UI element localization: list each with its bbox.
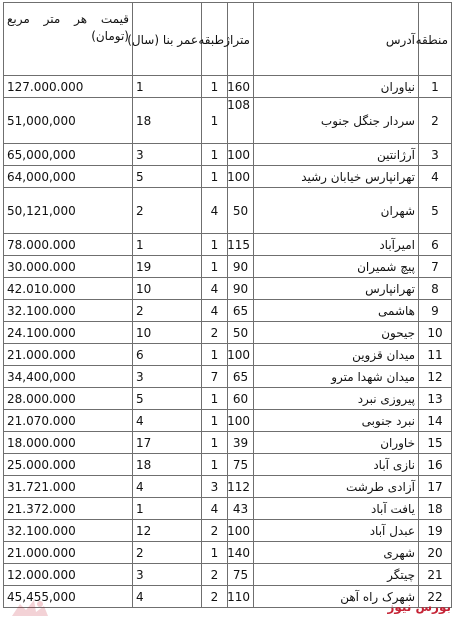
cell-floor: 2: [202, 322, 228, 344]
cell-area: 90: [228, 256, 254, 278]
cell-area: 43: [228, 498, 254, 520]
table-row: [4, 366, 452, 388]
cell-address: نیاوران: [254, 76, 419, 98]
cell-address: میدان شهدا مترو: [254, 366, 419, 388]
table-row: [4, 300, 452, 322]
cell-area: 112: [228, 476, 254, 498]
cell-floor: 4: [202, 278, 228, 300]
cell-age: 2: [133, 300, 202, 322]
cell-age: 3: [133, 144, 202, 166]
cell-floor: 1: [202, 410, 228, 432]
table-row: [4, 586, 452, 608]
table-row: [4, 344, 452, 366]
cell-floor: 1: [202, 98, 228, 144]
cell-age: 5: [133, 388, 202, 410]
table-row: [4, 98, 452, 144]
cell-address: نبرد جنوبی: [254, 410, 419, 432]
cell-age: 19: [133, 256, 202, 278]
cell-age: 18: [133, 454, 202, 476]
table-row: [4, 476, 452, 498]
cell-region: 11: [419, 344, 452, 366]
cell-age: 1: [133, 76, 202, 98]
cell-price: 21.070.000: [4, 410, 133, 432]
cell-age: 4: [133, 586, 202, 608]
cell-area: 65: [228, 366, 254, 388]
cell-price: 127.000.000: [4, 76, 133, 98]
cell-floor: 1: [202, 454, 228, 476]
header-price-line2: (تومان): [91, 29, 129, 43]
cell-address: جیحون: [254, 322, 419, 344]
cell-age: 5: [133, 166, 202, 188]
header-age: عمر بنا (سال): [133, 3, 202, 76]
cell-floor: 3: [202, 476, 228, 498]
cell-address: سردار جنگل جنوب: [254, 98, 419, 144]
cell-region: 14: [419, 410, 452, 432]
header-region: منطقه: [419, 3, 452, 76]
cell-price: 24.100.000: [4, 322, 133, 344]
cell-age: 17: [133, 432, 202, 454]
cell-region: 1: [419, 76, 452, 98]
table-row: [4, 76, 452, 98]
table-row: [4, 256, 452, 278]
cell-floor: 1: [202, 388, 228, 410]
table-row: [4, 454, 452, 476]
cell-price: 64,000,000: [4, 166, 133, 188]
table-row: [4, 410, 452, 432]
cell-area: 100: [228, 344, 254, 366]
header-price: [4, 3, 133, 76]
cell-area: 100: [228, 144, 254, 166]
cell-address: پیروزی نبرد: [254, 388, 419, 410]
cell-age: 12: [133, 520, 202, 542]
cell-price: 21.000.000: [4, 542, 133, 564]
cell-price: 25.000.000: [4, 454, 133, 476]
cell-area: 90: [228, 278, 254, 300]
table-row: [4, 144, 452, 166]
cell-region: 21: [419, 564, 452, 586]
table-row: [4, 234, 452, 256]
table-row: [4, 564, 452, 586]
cell-region: 9: [419, 300, 452, 322]
cell-area: 110: [228, 586, 254, 608]
cell-area: 75: [228, 454, 254, 476]
cell-age: 4: [133, 410, 202, 432]
cell-area: 50: [228, 322, 254, 344]
table-row: [4, 322, 452, 344]
cell-price: 31.721.000: [4, 476, 133, 498]
cell-age: 2: [133, 542, 202, 564]
cell-area: 100: [228, 166, 254, 188]
cell-area: 115: [228, 234, 254, 256]
cell-region: 2: [419, 98, 452, 144]
cell-price: 78.000.000: [4, 234, 133, 256]
cell-region: 22: [419, 586, 452, 608]
cell-floor: 1: [202, 344, 228, 366]
header-floor: طبقه: [202, 3, 228, 76]
cell-floor: 1: [202, 144, 228, 166]
cell-area: 75: [228, 564, 254, 586]
price-table: [3, 2, 452, 608]
cell-region: 3: [419, 144, 452, 166]
cell-floor: 4: [202, 188, 228, 234]
cell-price: 42.010.000: [4, 278, 133, 300]
cell-region: 15: [419, 432, 452, 454]
table-body: [4, 76, 452, 608]
cell-floor: 1: [202, 432, 228, 454]
cell-price: 65,000,000: [4, 144, 133, 166]
cell-region: 12: [419, 366, 452, 388]
cell-address: پیچ شمیران: [254, 256, 419, 278]
cell-address: آرژانتین: [254, 144, 419, 166]
table-header-row: [4, 3, 452, 76]
cell-address: امیرآباد: [254, 234, 419, 256]
header-address: آدرس: [254, 3, 419, 76]
cell-region: 7: [419, 256, 452, 278]
table-row: [4, 166, 452, 188]
cell-address: آزادی طرشت: [254, 476, 419, 498]
cell-floor: 1: [202, 166, 228, 188]
cell-address: هاشمی: [254, 300, 419, 322]
cell-region: 10: [419, 322, 452, 344]
cell-address: چیتگر: [254, 564, 419, 586]
header-price-line1: قیمت هر متر مربع: [7, 12, 129, 26]
cell-region: 5: [419, 188, 452, 234]
cell-address: یافت آباد: [254, 498, 419, 520]
cell-age: 10: [133, 278, 202, 300]
watermark-text: بورس نیوز: [387, 600, 451, 614]
cell-region: 4: [419, 166, 452, 188]
cell-address: شهران: [254, 188, 419, 234]
cell-age: 10: [133, 322, 202, 344]
cell-age: 6: [133, 344, 202, 366]
cell-price: 30.000.000: [4, 256, 133, 278]
cell-region: 17: [419, 476, 452, 498]
cell-region: 6: [419, 234, 452, 256]
table-row: [4, 520, 452, 542]
cell-price: 21.000.000: [4, 344, 133, 366]
cell-floor: 1: [202, 234, 228, 256]
cell-age: 3: [133, 366, 202, 388]
cell-address: نازی آباد: [254, 454, 419, 476]
cell-region: 8: [419, 278, 452, 300]
cell-region: 18: [419, 498, 452, 520]
cell-floor: 2: [202, 586, 228, 608]
cell-price: 28.000.000: [4, 388, 133, 410]
cell-floor: 1: [202, 76, 228, 98]
cell-age: 4: [133, 476, 202, 498]
cell-area: 65: [228, 300, 254, 322]
cell-floor: 1: [202, 542, 228, 564]
cell-area: 140: [228, 542, 254, 564]
cell-age: 1: [133, 498, 202, 520]
cell-price: 12.000.000: [4, 564, 133, 586]
cell-price: 45,455,000: [4, 586, 133, 608]
cell-price: 50,121,000: [4, 188, 133, 234]
cell-area: 100: [228, 410, 254, 432]
cell-address: خاوران: [254, 432, 419, 454]
table-row: [4, 498, 452, 520]
cell-region: 16: [419, 454, 452, 476]
cell-price: 18.000.000: [4, 432, 133, 454]
cell-floor: 2: [202, 564, 228, 586]
table-row: [4, 388, 452, 410]
cell-price: 34,400,000: [4, 366, 133, 388]
cell-region: 13: [419, 388, 452, 410]
cell-address: تهرانپارس خیابان رشید: [254, 166, 419, 188]
cell-area: 108: [228, 98, 254, 144]
cell-region: 19: [419, 520, 452, 542]
cell-address: شهرک راه آهن: [254, 586, 419, 608]
cell-age: 18: [133, 98, 202, 144]
cell-address: شهری: [254, 542, 419, 564]
table-row: [4, 188, 452, 234]
header-area: متراژ: [228, 3, 254, 76]
cell-area: 50: [228, 188, 254, 234]
cell-address: عبدل آباد: [254, 520, 419, 542]
cell-price: 32.100.000: [4, 520, 133, 542]
cell-area: 100: [228, 520, 254, 542]
cell-floor: 2: [202, 520, 228, 542]
cell-age: 2: [133, 188, 202, 234]
cell-age: 3: [133, 564, 202, 586]
cell-floor: 4: [202, 300, 228, 322]
cell-floor: 7: [202, 366, 228, 388]
table-row: [4, 432, 452, 454]
table-row: [4, 278, 452, 300]
table-row: [4, 542, 452, 564]
cell-price: 21.372.000: [4, 498, 133, 520]
cell-floor: 1: [202, 256, 228, 278]
cell-area: 39: [228, 432, 254, 454]
cell-region: 20: [419, 542, 452, 564]
cell-floor: 4: [202, 498, 228, 520]
cell-address: تهرانپارس: [254, 278, 419, 300]
cell-area: 160: [228, 76, 254, 98]
price-table-container: [3, 2, 452, 608]
cell-price: 32.100.000: [4, 300, 133, 322]
cell-area: 60: [228, 388, 254, 410]
cell-age: 1: [133, 234, 202, 256]
cell-price: 51,000,000: [4, 98, 133, 144]
cell-address: میدان قزوین: [254, 344, 419, 366]
